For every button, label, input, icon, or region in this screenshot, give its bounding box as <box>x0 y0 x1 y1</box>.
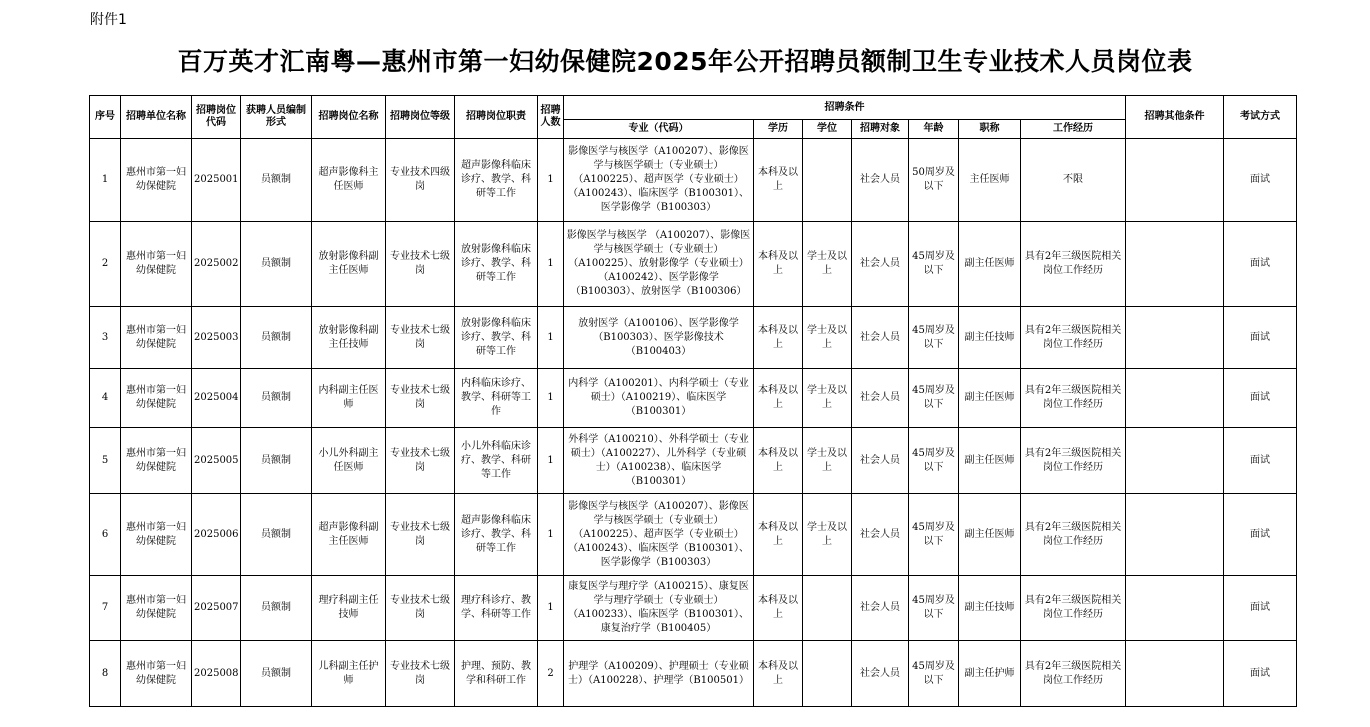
cell-duty: 小儿外科临床诊疗、教学、科研等工作 <box>455 428 538 494</box>
cell-experience: 具有2年三级医院相关岗位工作经历 <box>1021 428 1126 494</box>
cell-code: 2025008 <box>192 641 241 707</box>
cell-other <box>1126 641 1224 707</box>
cell-form: 员额制 <box>241 494 312 576</box>
cell-title: 副主任医师 <box>959 428 1021 494</box>
cell-title: 主任医师 <box>959 139 1021 222</box>
cell-exam: 面试 <box>1224 369 1297 428</box>
table-row <box>90 576 1297 641</box>
cell-seq: 3 <box>90 307 121 369</box>
header-edu: 学历 <box>754 120 803 139</box>
cell-code: 2025003 <box>192 307 241 369</box>
header-seq: 序号 <box>90 96 121 139</box>
cell-target: 社会人员 <box>852 576 909 641</box>
cell-target: 社会人员 <box>852 494 909 576</box>
cell-degree: 学士及以上 <box>803 222 852 307</box>
cell-degree: 学士及以上 <box>803 307 852 369</box>
cell-edu: 本科及以上 <box>754 307 803 369</box>
attachment-label: 附件1 <box>90 12 127 28</box>
header-unit: 招聘单位名称 <box>121 96 192 139</box>
cell-form: 员额制 <box>241 641 312 707</box>
header-duty: 招聘岗位职责 <box>455 96 538 139</box>
table-row <box>90 139 1297 222</box>
cell-edu: 本科及以上 <box>754 222 803 307</box>
header-other: 招聘其他条件 <box>1126 96 1224 139</box>
cell-age: 45周岁及以下 <box>909 307 959 369</box>
cell-unit: 惠州市第一妇幼保健院 <box>121 641 192 707</box>
cell-post: 超声影像科主任医师 <box>312 139 386 222</box>
cell-code: 2025007 <box>192 576 241 641</box>
cell-form: 员额制 <box>241 428 312 494</box>
header-age: 年龄 <box>909 120 959 139</box>
cell-count: 2 <box>538 641 564 707</box>
cell-target: 社会人员 <box>852 307 909 369</box>
cell-age: 45周岁及以下 <box>909 641 959 707</box>
cell-code: 2025001 <box>192 139 241 222</box>
cell-code: 2025006 <box>192 494 241 576</box>
cell-other <box>1126 494 1224 576</box>
cell-exam: 面试 <box>1224 139 1297 222</box>
cell-title: 副主任技师 <box>959 576 1021 641</box>
cell-title: 副主任医师 <box>959 369 1021 428</box>
cell-edu: 本科及以上 <box>754 576 803 641</box>
cell-exam: 面试 <box>1224 307 1297 369</box>
cell-experience: 不限 <box>1021 139 1126 222</box>
table-row <box>90 494 1297 576</box>
cell-other <box>1126 428 1224 494</box>
cell-exam: 面试 <box>1224 222 1297 307</box>
cell-age: 45周岁及以下 <box>909 494 959 576</box>
cell-target: 社会人员 <box>852 369 909 428</box>
cell-edu: 本科及以上 <box>754 369 803 428</box>
cell-unit: 惠州市第一妇幼保健院 <box>121 428 192 494</box>
cell-degree: 学士及以上 <box>803 369 852 428</box>
cell-age: 45周岁及以下 <box>909 222 959 307</box>
cell-post: 小儿外科副主任医师 <box>312 428 386 494</box>
cell-unit: 惠州市第一妇幼保健院 <box>121 494 192 576</box>
cell-form: 员额制 <box>241 369 312 428</box>
header-code: 招聘岗位代码 <box>192 96 241 139</box>
cell-edu: 本科及以上 <box>754 641 803 707</box>
cell-duty: 内科临床诊疗、教学、科研等工作 <box>455 369 538 428</box>
cell-form: 员额制 <box>241 139 312 222</box>
cell-code: 2025005 <box>192 428 241 494</box>
cell-seq: 5 <box>90 428 121 494</box>
cell-title: 副主任医师 <box>959 494 1021 576</box>
cell-count: 1 <box>538 222 564 307</box>
cell-unit: 惠州市第一妇幼保健院 <box>121 139 192 222</box>
cell-count: 1 <box>538 369 564 428</box>
cell-code: 2025004 <box>192 369 241 428</box>
cell-major: 影像医学与核医学 （A100207）、影像医学与核医学硕士（专业硕士）（A100225）、放射影像学（专业硕士）（A100242）、医学影像学（B100303）、放射医学（B100306） <box>564 222 754 307</box>
cell-seq: 2 <box>90 222 121 307</box>
cell-other <box>1126 307 1224 369</box>
cell-level: 专业技术七级岗 <box>386 222 455 307</box>
cell-unit: 惠州市第一妇幼保健院 <box>121 222 192 307</box>
cell-age: 50周岁及以下 <box>909 139 959 222</box>
cell-duty: 放射影像科临床诊疗、教学、科研等工作 <box>455 307 538 369</box>
cell-post: 儿科副主任护师 <box>312 641 386 707</box>
cell-other <box>1126 576 1224 641</box>
cell-other <box>1126 139 1224 222</box>
cell-major: 内科学（A100201）、内科学硕士（专业硕士）（A100219）、临床医学（B100301） <box>564 369 754 428</box>
job-table <box>89 95 1297 707</box>
cell-count: 1 <box>538 307 564 369</box>
cell-count: 1 <box>538 494 564 576</box>
cell-level: 专业技术七级岗 <box>386 576 455 641</box>
table-row <box>90 222 1297 307</box>
cell-major: 外科学（A100210）、外科学硕士（专业硕士）（A100227）、儿外科学（专业硕士）（A100238）、临床医学（B100301） <box>564 428 754 494</box>
cell-major: 康复医学与理疗学（A100215）、康复医学与理疗学硕士（专业硕士）（A100233）、临床医学（B100301）、康复治疗学（B100405） <box>564 576 754 641</box>
cell-level: 专业技术七级岗 <box>386 428 455 494</box>
cell-degree: 学士及以上 <box>803 494 852 576</box>
header-conditions: 招聘条件 <box>564 96 1126 120</box>
cell-post: 理疗科副主任技师 <box>312 576 386 641</box>
cell-degree <box>803 576 852 641</box>
cell-unit: 惠州市第一妇幼保健院 <box>121 576 192 641</box>
cell-experience: 具有2年三级医院相关岗位工作经历 <box>1021 641 1126 707</box>
cell-age: 45周岁及以下 <box>909 576 959 641</box>
header-post: 招聘岗位名称 <box>312 96 386 139</box>
table-row <box>90 428 1297 494</box>
cell-target: 社会人员 <box>852 139 909 222</box>
cell-count: 1 <box>538 139 564 222</box>
cell-post: 超声影像科副主任医师 <box>312 494 386 576</box>
cell-other <box>1126 369 1224 428</box>
cell-edu: 本科及以上 <box>754 428 803 494</box>
cell-major: 影像医学与核医学（A100207）、影像医学与核医学硕士（专业硕士）（A100225）、超声医学（专业硕士）（A100243）、临床医学（B100301）、医学影像学（B100303） <box>564 139 754 222</box>
cell-unit: 惠州市第一妇幼保健院 <box>121 307 192 369</box>
header-major: 专业（代码） <box>564 120 754 139</box>
page-title: 百万英才汇南粤—惠州市第一妇幼保健院2025年公开招聘员额制卫生专业技术人员岗位表 <box>177 47 1193 76</box>
cell-edu: 本科及以上 <box>754 139 803 222</box>
cell-degree: 学士及以上 <box>803 428 852 494</box>
cell-seq: 1 <box>90 139 121 222</box>
cell-degree <box>803 139 852 222</box>
cell-experience: 具有2年三级医院相关岗位工作经历 <box>1021 576 1126 641</box>
cell-duty: 超声影像科临床诊疗、教学、科研等工作 <box>455 139 538 222</box>
cell-post: 放射影像科副主任医师 <box>312 222 386 307</box>
cell-level: 专业技术七级岗 <box>386 494 455 576</box>
cell-title: 副主任医师 <box>959 222 1021 307</box>
cell-experience: 具有2年三级医院相关岗位工作经历 <box>1021 222 1126 307</box>
cell-target: 社会人员 <box>852 428 909 494</box>
cell-post: 内科副主任医师 <box>312 369 386 428</box>
cell-duty: 护理、预防、教学和科研工作 <box>455 641 538 707</box>
cell-seq: 6 <box>90 494 121 576</box>
cell-level: 专业技术七级岗 <box>386 369 455 428</box>
cell-count: 1 <box>538 576 564 641</box>
header-exam: 考试方式 <box>1224 96 1297 139</box>
cell-code: 2025002 <box>192 222 241 307</box>
cell-experience: 具有2年三级医院相关岗位工作经历 <box>1021 307 1126 369</box>
cell-experience: 具有2年三级医院相关岗位工作经历 <box>1021 369 1126 428</box>
cell-age: 45周岁及以下 <box>909 369 959 428</box>
cell-major: 放射医学（A100106）、医学影像学（B100303）、医学影像技术（B100403） <box>564 307 754 369</box>
cell-age: 45周岁及以下 <box>909 428 959 494</box>
cell-form: 员额制 <box>241 576 312 641</box>
cell-title: 副主任技师 <box>959 307 1021 369</box>
header-experience: 工作经历 <box>1021 120 1126 139</box>
table-row <box>90 641 1297 707</box>
cell-unit: 惠州市第一妇幼保健院 <box>121 369 192 428</box>
cell-exam: 面试 <box>1224 494 1297 576</box>
cell-duty: 理疗科诊疗、教学、科研等工作 <box>455 576 538 641</box>
cell-level: 专业技术七级岗 <box>386 307 455 369</box>
table-row <box>90 369 1297 428</box>
header-count: 招聘人数 <box>538 96 564 139</box>
cell-level: 专业技术七级岗 <box>386 641 455 707</box>
cell-duty: 超声影像科临床诊疗、教学、科研等工作 <box>455 494 538 576</box>
cell-major: 护理学（A100209）、护理硕士（专业硕士）（A100228）、护理学（B100501） <box>564 641 754 707</box>
header-degree: 学位 <box>803 120 852 139</box>
cell-experience: 具有2年三级医院相关岗位工作经历 <box>1021 494 1126 576</box>
cell-exam: 面试 <box>1224 641 1297 707</box>
cell-major: 影像医学与核医学（A100207）、影像医学与核医学硕士（专业硕士）（A100225）、超声医学（专业硕士）（A100243）、临床医学（B100301）、医学影像学（B100303） <box>564 494 754 576</box>
header-title: 职称 <box>959 120 1021 139</box>
cell-level: 专业技术四级岗 <box>386 139 455 222</box>
cell-form: 员额制 <box>241 222 312 307</box>
cell-form: 员额制 <box>241 307 312 369</box>
cell-degree <box>803 641 852 707</box>
cell-seq: 7 <box>90 576 121 641</box>
cell-title: 副主任护师 <box>959 641 1021 707</box>
cell-exam: 面试 <box>1224 428 1297 494</box>
cell-target: 社会人员 <box>852 222 909 307</box>
cell-exam: 面试 <box>1224 576 1297 641</box>
header-level: 招聘岗位等级 <box>386 96 455 139</box>
cell-seq: 4 <box>90 369 121 428</box>
cell-post: 放射影像科副主任技师 <box>312 307 386 369</box>
header-form: 获聘人员编制形式 <box>241 96 312 139</box>
cell-duty: 放射影像科临床诊疗、教学、科研等工作 <box>455 222 538 307</box>
table-row <box>90 307 1297 369</box>
cell-edu: 本科及以上 <box>754 494 803 576</box>
cell-other <box>1126 222 1224 307</box>
cell-target: 社会人员 <box>852 641 909 707</box>
cell-seq: 8 <box>90 641 121 707</box>
header-target: 招聘对象 <box>852 120 909 139</box>
cell-count: 1 <box>538 428 564 494</box>
